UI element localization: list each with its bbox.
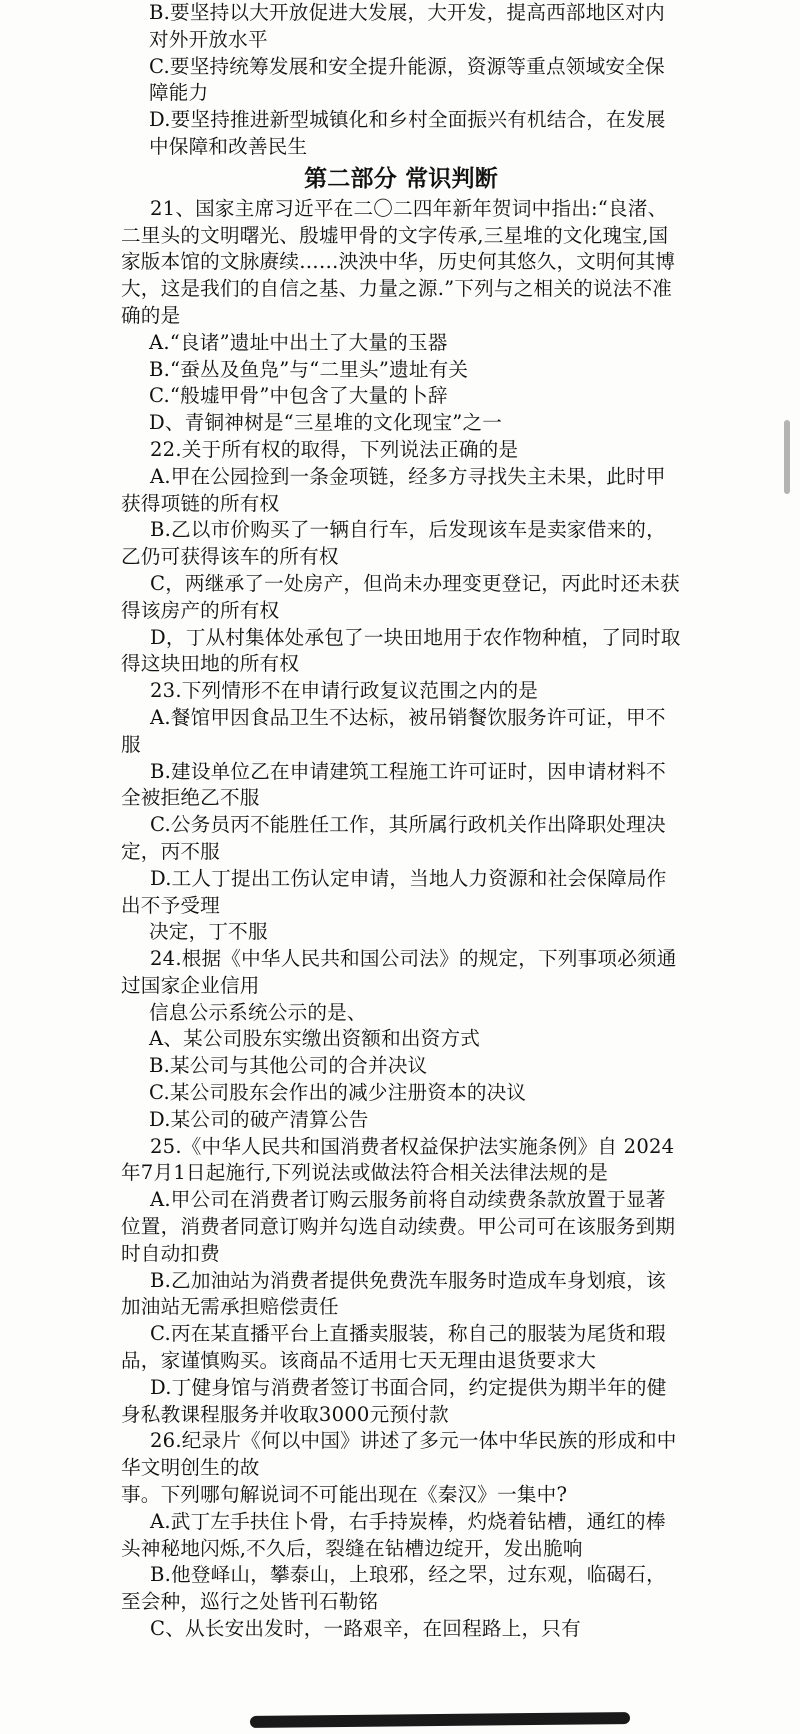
prev-option-d: D.要坚持推进新型城镇化和乡村全面振兴有机结合，在发展中保障和改善民生 xyxy=(149,108,666,158)
prev-option-c: C.要坚持统筹发展和安全提升能源，资源等重点领域安全保障能力 xyxy=(149,54,665,105)
question-21-option-a: A.“良诸”遗址中出土了大量的玉器 xyxy=(149,330,448,354)
question-21-option-b: B.“蚕丛及鱼凫”与“二里头”遗址有关 xyxy=(149,357,469,381)
question-25-option-c: C.丙在某直播平台上直播卖服装，称自己的服装为尾货和瑕品，家谨慎购买。该商品不适用七天无理由退货要求大 xyxy=(121,1322,666,1373)
question-22-option-a: A.甲在公园捡到一条金项链，经多方寻找失主未果，此时甲获得项链的所有权 xyxy=(121,464,666,515)
document-body xyxy=(121,0,681,1643)
question-25-option-b: B.乙加油站为消费者提供免费洗车服务时造成车身划痕，该加油站无需承担赔偿责任 xyxy=(121,1268,666,1319)
question-25-stem: 25.《中华人民共和国消费者权益保护法实施条例》自 2024年7月1日起施行,下列说法或做法符合相关法律法规的是 xyxy=(121,1134,675,1185)
question-21-option-d: D、青铜神树是“三星堆的文化现宝”之一 xyxy=(149,411,503,435)
question-24-stem-cont: 信息公示系统公示的是、 xyxy=(149,1000,367,1024)
question-22-option-c: C，两继承了一处房产，但尚未办理变更登记，丙此时还未获得该房产的所有权 xyxy=(121,571,680,622)
question-22-stem: 22.关于所有权的取得，下列说法正确的是 xyxy=(150,437,519,461)
question-23-option-d-cont: 决定，丁不服 xyxy=(149,920,268,944)
question-21-stem: 21、国家主席习近平在二〇二四年新年贺词中指出:“良渚、二里头的文明曙光、殷墟甲骨的文字传承,三星堆的文化瑰宝,国家版本馆的文脉赓续……泱泱中华，历史何其悠久，文明何其博大，这是我们的自信之基、力量之源.”下列与之相关的说法不准确的是 xyxy=(121,196,676,327)
question-21-option-c: C.“般墟甲骨”中包含了大量的卜辞 xyxy=(149,384,448,408)
question-23-option-b: B.建设单位乙在申请建筑工程施工许可证时，因申请材料不全被拒绝乙不服 xyxy=(121,759,666,810)
question-26-stem: 26.纪录片《何以中国》讲述了多元一体中华民族的形成和中华文明创生的故 xyxy=(121,1429,677,1480)
question-26-option-b: B.他登峄山，攀泰山，上琅邪，经之罘，过东观，临碣石，至会种，巡行之处皆刊石勒铭 xyxy=(121,1563,666,1614)
question-23-option-a: A.餐馆甲因食品卫生不达标，被吊销餐饮服务许可证，甲不服 xyxy=(121,705,666,756)
question-24-option-d: D.某公司的破产清算公告 xyxy=(149,1107,369,1131)
question-25-option-a: A.甲公司在消费者订购云服务前将自动续费条款放置于显著位置，消费者同意订购并勾选自动续费。甲公司可在该服务到期时自动扣费 xyxy=(121,1188,676,1265)
redaction-mark xyxy=(250,1712,630,1728)
section-title: 第二部分 常识判断 xyxy=(304,165,498,192)
question-26-option-a: A.武丁左手扶住卜骨，右手持炭棒，灼烧着钻槽，通红的棒头神秘地闪烁,不久后，裂缝在钻槽边绽开，发出脆响 xyxy=(121,1509,666,1560)
question-24-option-a: A、某公司股东实缴出资额和出资方式 xyxy=(149,1027,481,1051)
question-23-stem: 23.下列情形不在申请行政复议范围之内的是 xyxy=(150,679,539,703)
prev-option-b: B.要坚持以大开放促进大发展，大开发，提高西部地区对内对外开放水平 xyxy=(149,1,665,51)
question-24-stem: 24.根据《中华人民共和国公司法》的规定，下列事项必须通过国家企业信用 xyxy=(121,947,677,997)
question-22-option-b: B.乙以市价购买了一辆自行车，后发现该车是卖家借来的，乙仍可获得该车的所有权 xyxy=(121,518,666,569)
question-24-option-c: C.某公司股东会作出的减少注册资本的决议 xyxy=(149,1081,527,1105)
question-23-option-d: D.工人丁提出工伤认定申请，当地人力资源和社会保障局作出不予受理 xyxy=(121,866,667,917)
question-25-option-d: D.丁健身馆与消费者签订书面合同，约定提供为期半年的健身私教课程服务并收取3000元预付款 xyxy=(121,1375,667,1426)
question-24-option-b: B.某公司与其他公司的合并决议 xyxy=(149,1054,428,1078)
question-26-option-c: C、从长安出发时，一路艰辛，在回程路上，只有 xyxy=(150,1617,581,1641)
question-22-option-d: D，丁从村集体处承包了一块田地用于农作物种植，了同时取得这块田地的所有权 xyxy=(121,625,681,676)
question-26-stem-cont: 事。下列哪句解说词不可能出现在《秦汉》一集中? xyxy=(121,1483,568,1507)
scrollbar-thumb[interactable] xyxy=(784,420,790,494)
question-23-option-c: C.公务员丙不能胜任工作，其所属行政机关作出降职处理决定，丙不服 xyxy=(121,813,666,863)
